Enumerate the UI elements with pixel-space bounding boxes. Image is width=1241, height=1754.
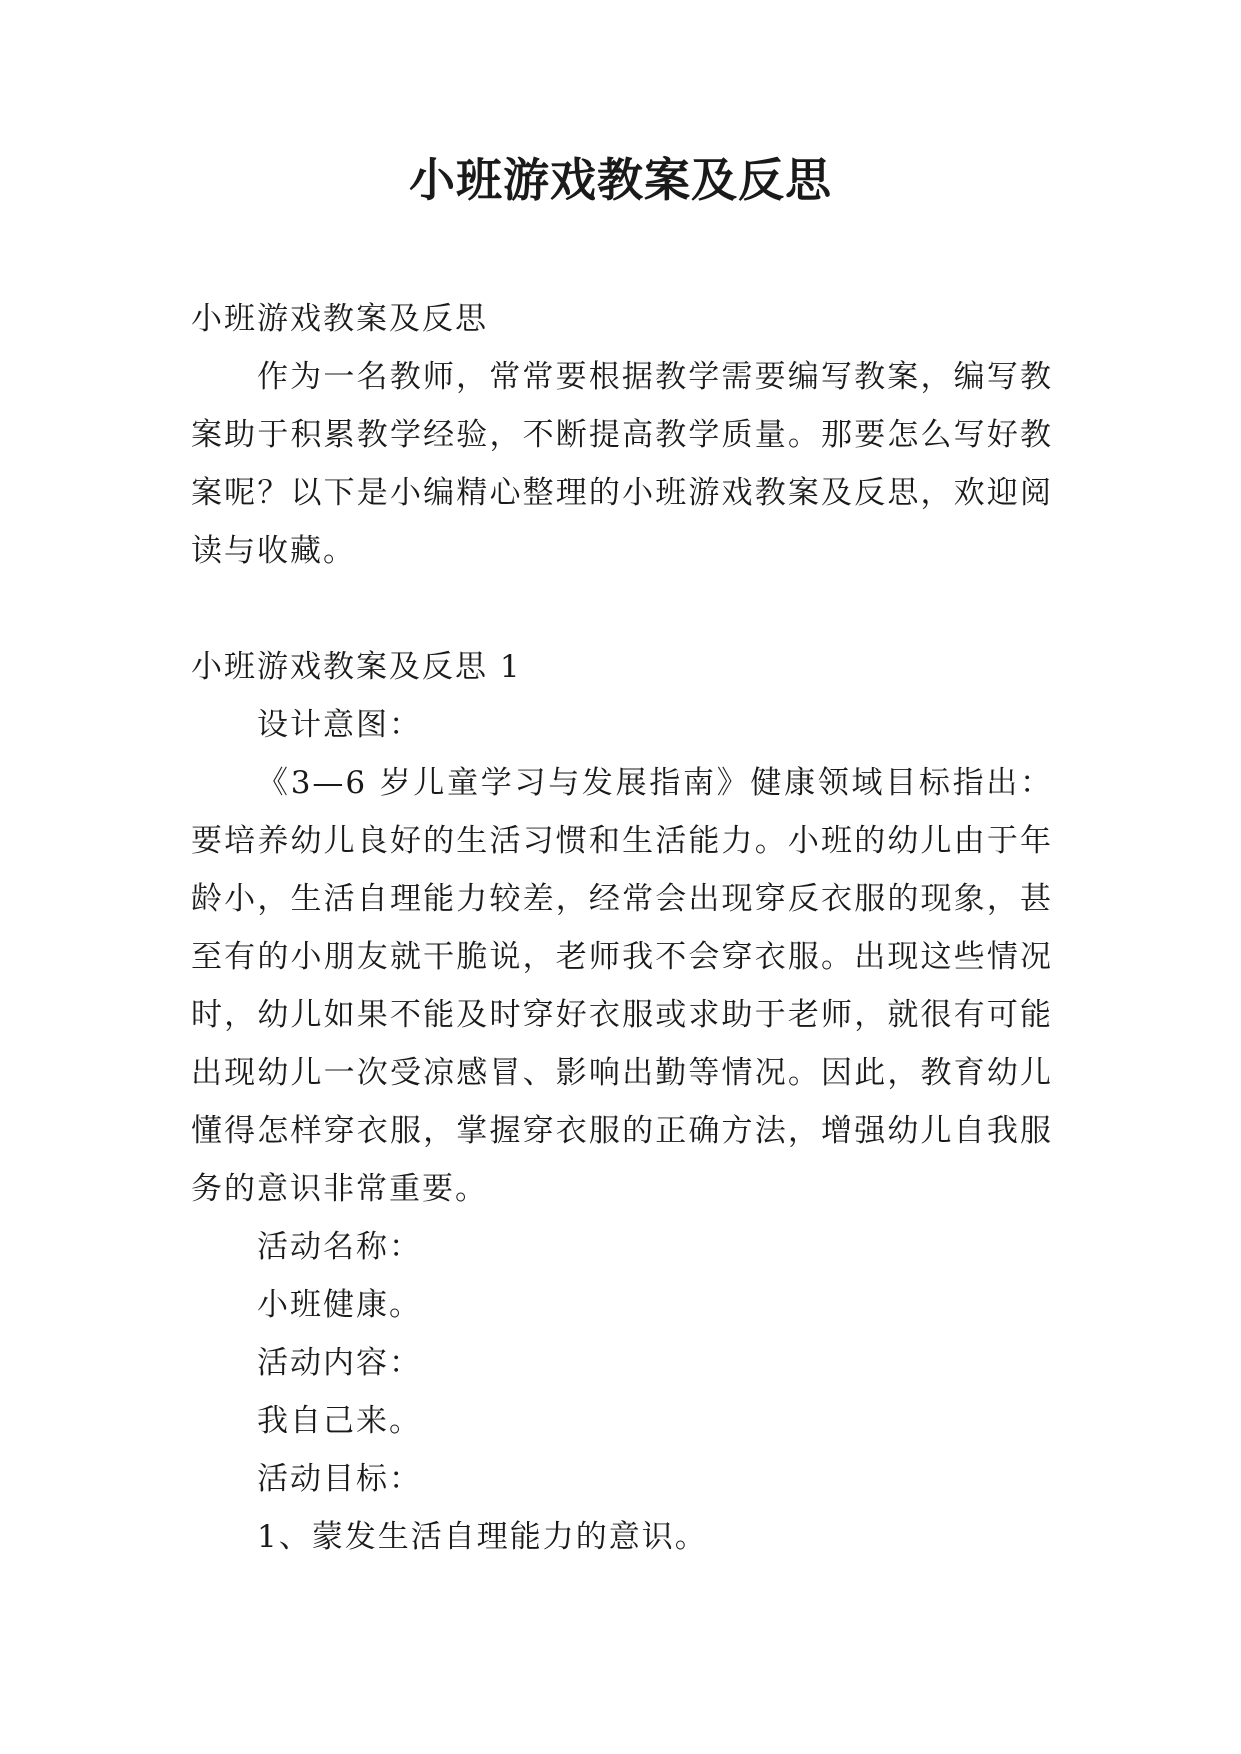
design-intent-label: 设计意图： [257, 707, 422, 743]
activity-content-value: 我自己来。 [257, 1403, 422, 1439]
document-title: 小班游戏教案及反思 [409, 153, 832, 207]
activity-goal-label: 活动目标： [257, 1461, 422, 1497]
activity-name-label: 活动名称： [257, 1229, 422, 1265]
paragraph-gap [191, 580, 1053, 638]
section-heading: 小班游戏教案及反思 1 [191, 649, 522, 685]
intro-paragraph: 作为一名教师，常常要根据教学需要编写教案，编写教案助于积累教学经验，不断提高教学质量。那要怎么写好教案呢？以下是小编精心整理的小班游戏教案及反思，欢迎阅读与收藏。 [191, 359, 1053, 569]
design-intent-paragraph: 《3—6 岁儿童学习与发展指南》健康领域目标指出：要培养幼儿良好的生活习惯和生活能力。小班的幼儿由于年龄小，生活自理能力较差，经常会出现穿反衣服的现象，甚至有的小朋友就干脆说，老师我不会穿衣服。出现这些情况时，幼儿如果不能及时穿好衣服或求助于老师，就很有可能出现幼儿一次受凉感冒、影响出勤等情况。因此，教育幼儿懂得怎样穿衣服，掌握穿衣服的正确方法，增强幼儿自我服务的意识非常重要。 [191, 765, 1053, 1207]
activity-name-value: 小班健康。 [257, 1287, 422, 1323]
subtitle: 小班游戏教案及反思 [191, 301, 488, 337]
document-body [191, 290, 1053, 1566]
activity-goal-item: 1、蒙发生活自理能力的意识。 [257, 1519, 708, 1555]
activity-content-label: 活动内容： [257, 1345, 422, 1381]
